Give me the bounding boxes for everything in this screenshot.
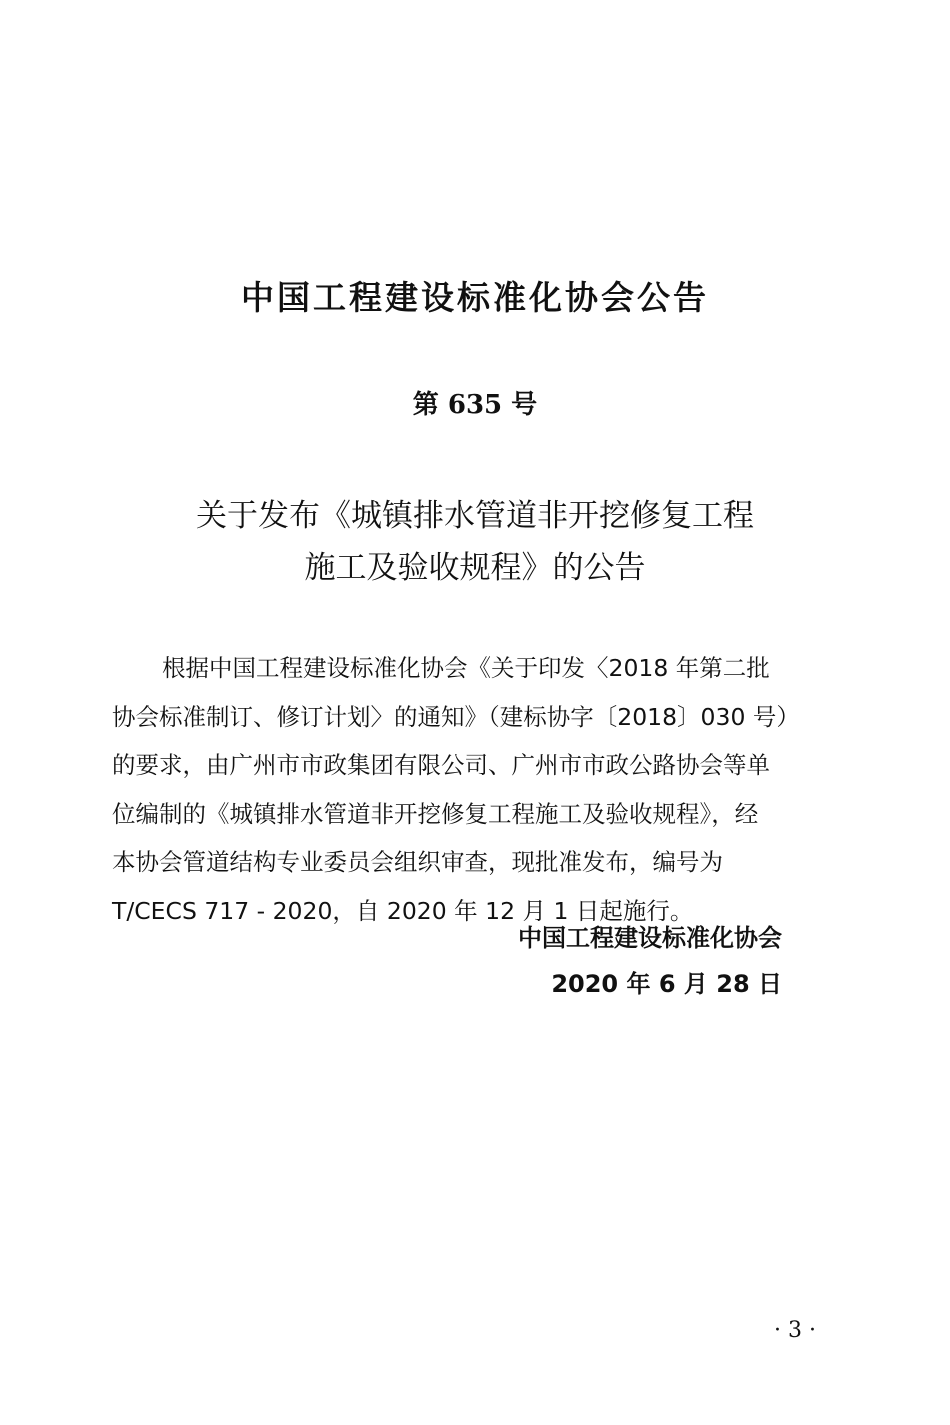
notice-title-line-2: 施工及验收规程》的公告 xyxy=(304,550,646,586)
body-line: T/CECS 717 - 2020，自 2020 年 12 月 1 日起施行。 xyxy=(112,896,694,925)
org-title: 中国工程建设标准化协会公告 xyxy=(241,278,709,317)
signature-date: 2020 年 6 月 28 日 xyxy=(551,970,782,998)
body-line: 本协会管道结构专业委员会组织审查，现批准发布，编号为 xyxy=(112,848,723,876)
issue-number: 第 635 号 xyxy=(412,390,538,420)
signature-block xyxy=(518,915,782,1007)
body-line: 协会标准制订、修订计划〉的通知》（建标协字〔2018〕030 号） xyxy=(112,702,800,731)
signature-org: 中国工程建设标准化协会 xyxy=(518,924,782,952)
page-number: · 3 · xyxy=(774,1318,816,1343)
body-line: 位编制的《城镇排水管道非开挖修复工程施工及验收规程》，经 xyxy=(112,799,759,828)
body-line: 的要求，由广州市市政集团有限公司、广州市市政公路协会等单 xyxy=(112,751,770,779)
notice-body xyxy=(112,644,838,935)
notice-title xyxy=(0,490,950,594)
body-line: 根据中国工程建设标准化协会《关于印发〈2018 年第二批 xyxy=(162,654,770,682)
notice-title-line-1: 关于发布《城镇排水管道非开挖修复工程 xyxy=(196,498,754,534)
